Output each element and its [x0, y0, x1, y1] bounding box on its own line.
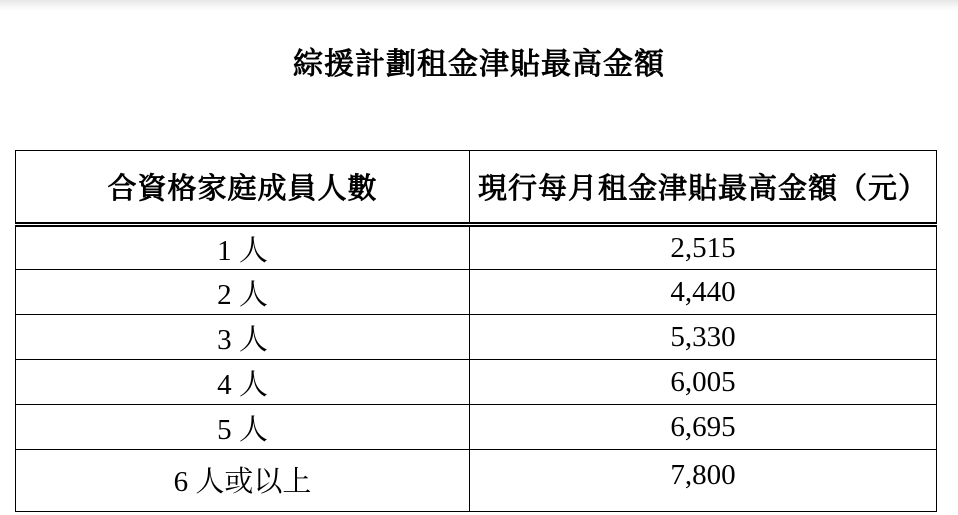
header-row — [16, 151, 937, 225]
table-row — [16, 270, 937, 315]
members-cell: 6 人或以上 — [16, 450, 470, 512]
members-cell: 4 人 — [16, 360, 470, 405]
amount-cell: 6,695 — [470, 405, 937, 450]
amount-cell: 6,005 — [470, 360, 937, 405]
table-row — [16, 315, 937, 360]
members-cell: 1 人 — [16, 225, 470, 270]
amount-cell: 7,800 — [470, 450, 937, 512]
members-cell: 2 人 — [16, 270, 470, 315]
page-title: 綜援計劃租金津貼最高金額 — [293, 48, 665, 81]
rent-allowance-table — [15, 150, 937, 512]
table-row — [16, 360, 937, 405]
top-scroll-shadow — [0, 0, 958, 11]
members-cell: 3 人 — [16, 315, 470, 360]
amount-cell: 2,515 — [470, 225, 937, 270]
table-row — [16, 405, 937, 450]
amount-cell: 4,440 — [470, 270, 937, 315]
header-cell-members: 合資格家庭成員人數 — [16, 151, 470, 225]
members-cell: 5 人 — [16, 405, 470, 450]
header-cell-amount: 現行每月租金津貼最高金額（元） — [470, 151, 937, 225]
table-row — [16, 450, 937, 512]
table-row — [16, 225, 937, 270]
amount-cell: 5,330 — [470, 315, 937, 360]
